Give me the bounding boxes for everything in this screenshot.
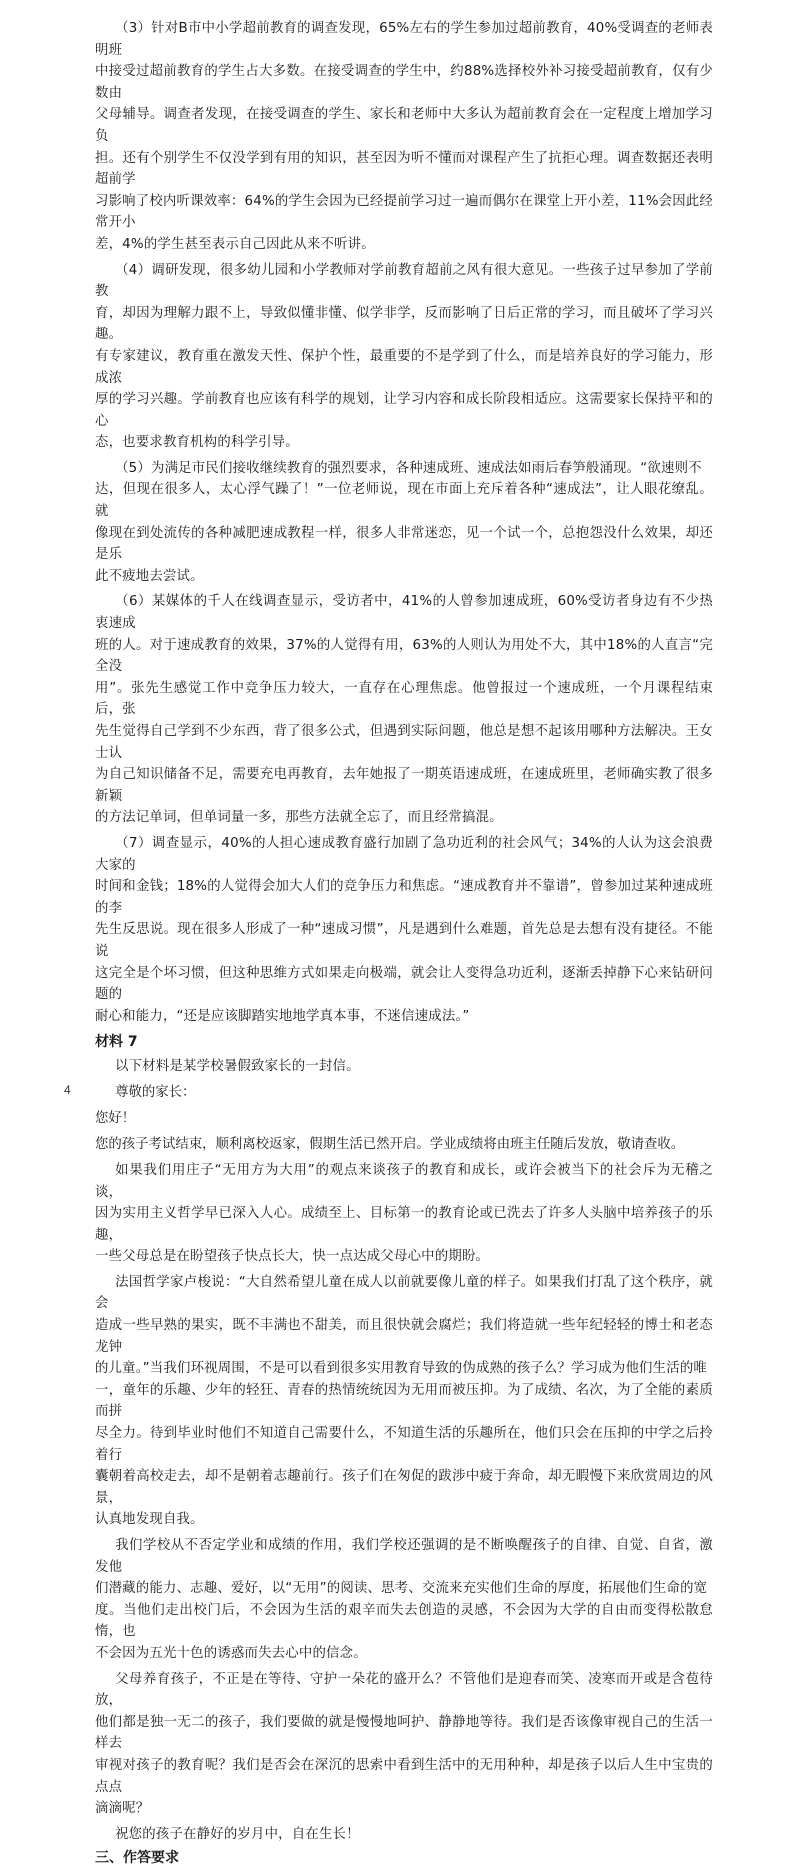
material-intro: 以下材料是某学校暑假致家长的一封信。 [115, 1059, 360, 1075]
paragraph-item-7: （7）调查显示，40%的人担心速成教育盛行加剧了急功近利的社会风气；34%的人认为这会浪费大家的 时间和金钱；18%的人觉得会加大人们的竞争压力和焦虑。“速成教育并不靠谱”，曾参加过某种速成班的李 先生反思说。现在很多人形成了一种“速成习惯”，凡是遇到什么难题，首先总是去想有没有捷径。不能说 这完全是个坏习惯，但这种思维方式如果走向极端，就会让人变得急功近利，逐渐丢掉静下心来钻研问题的 耐心和能力，“还是应该脚踏实地地学真本事，不迷信速成法。” [95, 835, 713, 1024]
letter-paragraph-5: 父母养育孩子，不正是在等待、守护一朵花的盛开么？不管他们是迎春而笑、凌寒而开或是含苞待放， 他们都是独一无二的孩子，我们要做的就是慢慢地呵护、静静地等待。我们是否该像审视自己的生活一样去 审视对孩子的教育呢？我们是否会在深沉的思索中看到生活中的无用种种，却是孩子以后人生中宝贵的点点 滴滴呢？ [95, 1671, 713, 1817]
paragraph-item-4: （4）调研发现，很多幼儿园和小学教师对学前教育超前之风有很大意见。一些孩子过早参加了学前教 育，却因为理解力跟不上，导致似懂非懂、似学非学，反而影响了日后正常的学习，而且破坏了学习兴趣。 有专家建议，教育重在激发天性、保护个性，最重要的不是学到了什么，而是培养良好的学习能力，形成浓 厚的学习兴趣。学前教育也应该有科学的规划，让学习内容和成长阶段相适应。这需要家长保持平和的心 态，也要求教育机构的科学引导。 [95, 262, 713, 451]
letter-paragraph-4: 我们学校从不否定学业和成绩的作用，我们学校还强调的是不断唤醒孩子的自律、自觉、自省，激发他 们潜藏的能力、志趣、爱好，以“无用”的阅读、思考、交流来充实他们生命的厚度，拓展他们生命的宽 度。当他们走出校门后，不会因为生活的艰辛而失去创造的灵感，不会因为大学的自由而变得松散怠惰，也 不会因为五光十色的诱惑而失去心中的信念。 [95, 1538, 713, 1661]
section-heading: 三、作答要求 [95, 1850, 179, 1867]
letter-greeting: 您好！ [95, 1110, 136, 1126]
page-number: 4 [64, 1083, 71, 1097]
letter-closing: 祝您的孩子在静好的岁月中，自在生长！ [115, 1826, 360, 1842]
paragraph-item-3: （3）针对B市中小学超前教育的调查发现，65%左右的学生参加过超前教育，40%受调查的老师表明班 中接受过超前教育的学生占大多数。在接受调查的学生中，约88%选择校外补习接受超前教育，仅有少数由 父母辅导。调查者发现，在接受调查的学生、家长和老师中大多认为超前教育会在一定程度上增加学习负 担。还有个别学生不仅没学到有用的知识，甚至因为听不懂而对课程产生了抗拒心理。调查数据还表明超前学 习影响了校内听课效率：64%的学生会因为已经提前学习过一遍而偶尔在课堂上开小差，11%会因此经常开小 差，4%的学生甚至表示自己因此从来不听讲。 [95, 21, 713, 252]
letter-salutation: 尊敬的家长： [115, 1084, 196, 1100]
paragraph-item-5: （5）为满足市民们接收继续教育的强烈要求，各种速成班、速成法如雨后春笋般涌现。“欲速则不 达，但现在很多人，太心浮气躁了！”一位老师说，现在市面上充斥着各种“速成法”，让人眼花缭乱。就 像现在到处流传的各种减肥速成教程一样，很多人非常迷恋，见一个试一个，总抱怨没什么效果，却还是乐 此不疲地去尝试。 [95, 460, 713, 584]
document-page [95, 18, 713, 1872]
letter-paragraph-2: 如果我们用庄子“无用方为大用”的观点来谈孩子的教育和成长，或许会被当下的社会斥为无稽之谈， 因为实用主义哲学早已深入人心。成绩至上、目标第一的教育论或已洗去了许多人头脑中培养孩子的乐趣， 一些父母总是在盼望孩子快点长大，快一点达成父母心中的期盼。 [95, 1162, 713, 1265]
paragraph-item-6: （6）某媒体的千人在线调查显示，受访者中，41%的人曾参加速成班，60%受访者身边有不少热衷速成 班的人。对于速成教育的效果，37%的人觉得有用，63%的人则认为用处不大，其中18%的人直言“完全没 用”。张先生感觉工作中竞争压力较大，一直存在心理焦虑。他曾报过一个速成班，一个月课程结束后，张 先生觉得自己学到不少东西，背了很多公式，但遇到实际问题，他总是想不起该用哪种方法解决。王女士认 为自己知识储备不足，需要充电再教育，去年她报了一期英语速成班，在速成班里，老师确实教了很多新颖 的方法记单词，但单词量一多，那些方法就全忘了，而且经常搞混。 [95, 594, 713, 826]
letter-paragraph-1: 您的孩子考试结束，顺利离校返家，假期生活已然开启。学业成绩将由班主任随后发放，敬请查收。 [95, 1136, 685, 1152]
letter-paragraph-3: 法国哲学家卢梭说：“大自然希望儿童在成人以前就要像儿童的样子。如果我们打乱了这个秩序，就会 造成一些早熟的果实，既不丰满也不甜美，而且很快就会腐烂；我们将造就一些年纪轻轻的博士和老态龙钟 的儿童。”当我们环视周围，不是可以看到很多实用教育导致的伪成熟的孩子么？学习成为他们生活的唯 一，童年的乐趣、少年的轻狂、青春的热情统统因为无用而被压抑。为了成绩、名次，为了全能的素质而拼 尽全力。待到毕业时他们不知道自己需要什么，不知道生活的乐趣所在，他们只会在压抑的中学之后拎着行 囊朝着高校走去，却不是朝着志趣前行。孩子们在匆促的跋涉中疲于奔命，却无暇慢下来欣赏周边的风景， 认真地发现自我。 [95, 1274, 713, 1528]
material-heading: 材料 7 [95, 1034, 138, 1051]
